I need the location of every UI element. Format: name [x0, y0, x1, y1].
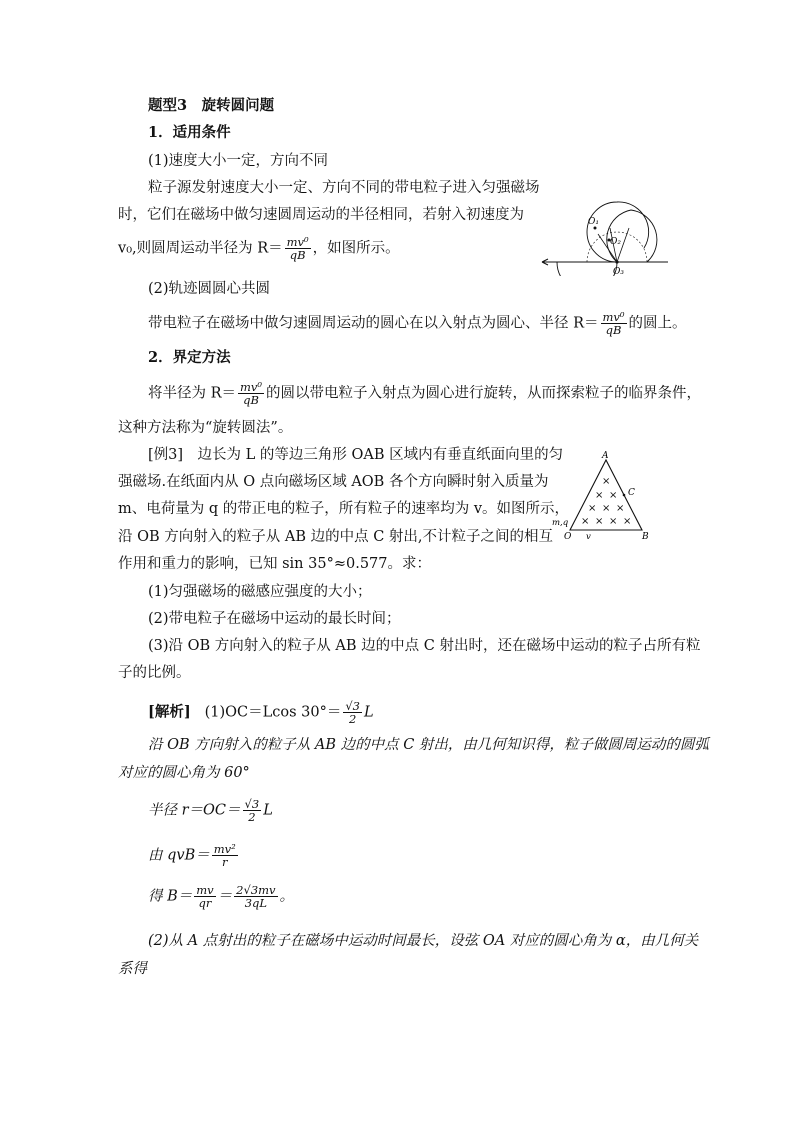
subheading-centers: (2)轨迹圆圆心共圆 — [148, 281, 271, 297]
heading-method: 2．界定方法 — [148, 349, 231, 366]
label-c: C — [628, 488, 635, 498]
label-o1: O₁ — [588, 217, 599, 227]
heading-applicable-conditions: 1．适用条件 — [148, 124, 231, 141]
fraction-numerator: mv⁰ — [602, 310, 625, 324]
svg-text:×: × — [595, 490, 604, 501]
svg-text:×: × — [588, 503, 597, 514]
question-1: (1)匀强磁场的磁感应强度的大小； — [148, 584, 372, 600]
fraction-denominator: qB — [289, 248, 306, 262]
formula-suffix: L — [363, 704, 374, 721]
field-crosses — [581, 476, 631, 527]
formula-prefix: 由 qvB＝ — [148, 847, 210, 864]
entry-point — [615, 260, 618, 263]
section-title: 题型3 旋转圆问题 — [148, 97, 275, 114]
formula-suffix: 的圆以带电粒子入射点为圆心进行旋转，从而探索粒子的临界条件， — [266, 385, 702, 402]
formula-prefix: 将半径为 R＝ — [148, 385, 237, 402]
fraction-sqrt3-over-2 — [243, 798, 262, 823]
fraction-denominator: r — [222, 855, 228, 869]
fraction-numerator: √3 — [345, 699, 360, 713]
formula-suffix: L — [263, 802, 273, 819]
fraction-denominator: qB — [243, 393, 259, 407]
paragraph-line: 这种方法称为“旋转圆法”。 — [118, 420, 293, 436]
fraction-denominator: qB — [605, 323, 622, 337]
fraction-numerator: mv⁰ — [286, 235, 309, 249]
label-mq: m,q — [552, 518, 569, 528]
paragraph-line-with-formula — [118, 236, 400, 261]
svg-text:×: × — [595, 516, 604, 527]
fraction-sqrt3-over-2 — [343, 700, 362, 725]
fraction-radius — [601, 311, 627, 336]
solution-b-result — [148, 884, 294, 909]
paragraph-line-with-formula — [148, 381, 701, 406]
fraction-numerator: mv — [196, 883, 214, 897]
solution-part2-line: (2)从 A 点射出的粒子在磁场中运动时间最长，设弦 OA 对应的圆心角为 α，由几何关 — [148, 933, 699, 949]
label-a: A — [602, 451, 609, 461]
question-2: (2)带电粒子在磁场中运动的最长时间； — [148, 611, 401, 627]
fraction-mv-over-qr — [194, 884, 215, 909]
formula-suffix: ，如图所示。 — [312, 240, 400, 257]
svg-text:×: × — [602, 503, 611, 514]
svg-text:×: × — [581, 516, 590, 527]
fraction-radius — [285, 236, 311, 261]
fraction-numerator: mv² — [213, 842, 236, 856]
svg-text:×: × — [609, 516, 618, 527]
solution-step-1 — [148, 700, 374, 725]
question-3-line: 子的比例。 — [118, 665, 191, 681]
trajectory-circle — [557, 262, 617, 276]
svg-text:×: × — [616, 503, 625, 514]
formula-prefix: 半径 r＝OC＝ — [148, 802, 241, 819]
label-b: B — [642, 532, 649, 542]
formula-suffix: 的圆上。 — [628, 315, 687, 332]
example-line: 沿 OB 方向射入的粒子从 AB 边的中点 C 射出,不计粒子之间的相互 — [118, 529, 554, 545]
question-3-line: (3)沿 OB 方向射入的粒子从 AB 边的中点 C 射出时，还在磁场中运动的粒子占所有粒 — [148, 638, 701, 654]
svg-text:×: × — [623, 516, 632, 527]
svg-text:×: × — [609, 490, 618, 501]
trajectory-circle — [587, 202, 649, 262]
fraction-denominator: qr — [198, 896, 212, 910]
point-c — [623, 494, 626, 497]
solution-label: [解析] — [148, 703, 191, 721]
paragraph-line: 时，它们在磁场中做匀速圆周运动的半径相同，若射入初速度为 — [118, 207, 524, 223]
example-line: m、电荷量为 q 的带正电的粒子，所有粒子的速率均为 v。如图所示， — [118, 501, 570, 517]
label-o3: O₃ — [613, 267, 624, 276]
fraction-numerator: mv⁰ — [240, 380, 263, 394]
fraction-radius — [238, 381, 264, 406]
rotating-circles-diagram — [536, 186, 672, 276]
formula-suffix: 。 — [279, 888, 295, 905]
equals-sign: ＝ — [217, 888, 233, 905]
solution-line: 对应的圆心角为 60° — [118, 765, 250, 781]
formula-prefix: (1)OC＝Lcos 30°＝ — [204, 704, 342, 721]
fraction-denominator: 2 — [248, 810, 256, 824]
formula-prefix: 得 B＝ — [148, 888, 193, 905]
fraction-mv2-over-r — [212, 843, 238, 868]
paragraph-line: 粒子源发射速度大小一定、方向不同的带电粒子进入匀强磁场 — [148, 180, 540, 196]
fraction-denominator: 3qL — [244, 896, 268, 910]
fraction-denominator: 2 — [348, 712, 357, 726]
label-v: v — [586, 532, 591, 542]
paragraph-line-with-formula — [148, 311, 687, 336]
svg-text:×: × — [602, 476, 611, 487]
formula-prefix: v₀,则圆周运动半径为 R＝ — [118, 240, 283, 257]
label-o: O — [564, 532, 572, 542]
example-line: 强磁场.在纸面内从 O 点向磁场区域 AOB 各个方向瞬时射入质量为 — [118, 474, 549, 490]
solution-radius — [148, 798, 273, 823]
solution-line: 沿 OB 方向射入的粒子从 AB 边的中点 C 射出，由几何知识得，粒子做圆周运动的圆弧 — [148, 737, 709, 753]
fraction-result — [234, 884, 277, 909]
example-line: [例3] 边长为 L 的等边三角形 OAB 区域内有垂直纸面向里的匀 — [148, 447, 564, 463]
example-line: 作用和重力的影响，已知 sin 35°≈0.577。求： — [118, 556, 431, 572]
label-o2: O₂ — [610, 237, 621, 247]
fraction-numerator: √3 — [244, 797, 260, 811]
fraction-numerator: 2√3mv — [236, 883, 276, 897]
formula-prefix: 带电粒子在磁场中做匀速圆周运动的圆心在以入射点为圆心、半径 R＝ — [148, 315, 599, 332]
trajectory-circle — [607, 210, 657, 262]
triangle-field-diagram — [550, 448, 660, 544]
subheading-speed: (1)速度大小一定，方向不同 — [148, 153, 329, 169]
solution-force-equation — [148, 843, 240, 868]
solution-part2-line: 系得 — [118, 961, 147, 977]
